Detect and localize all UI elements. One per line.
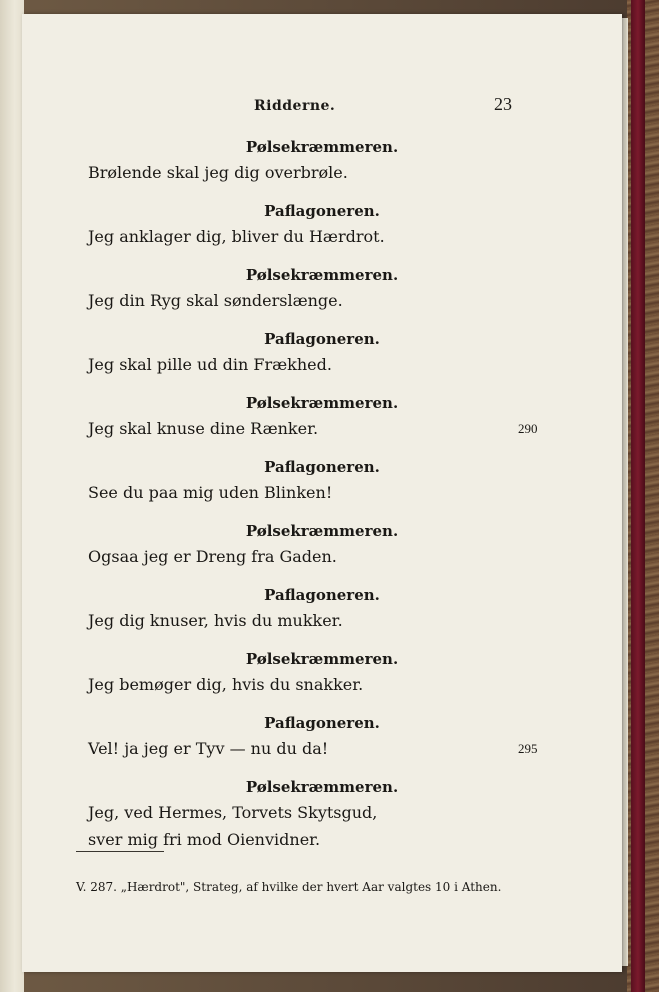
speech-block bbox=[22, 584, 622, 648]
verse-line: Jeg bemøger dig, hvis du snakker. bbox=[88, 675, 364, 694]
speaker-name: Paflagoneren. bbox=[264, 330, 380, 348]
speaker-name: Paflagoneren. bbox=[264, 586, 380, 604]
running-head: Ridderne. bbox=[254, 98, 336, 114]
speaker-name: Pølsekræmmeren. bbox=[245, 522, 399, 540]
footnote: V. 287. „Hærdrot", Strateg, af hvilke der hvert Aar valgtes 10 i Athen. bbox=[76, 880, 502, 894]
verse-line: Jeg, ved Hermes, Torvets Skytsgud, bbox=[88, 803, 378, 822]
speech-block bbox=[22, 456, 622, 520]
book-cover-binding bbox=[631, 0, 645, 992]
speech-block bbox=[22, 776, 622, 866]
verse-line: Vel! ja jeg er Tyv — nu du da! bbox=[88, 739, 329, 758]
verse-line: Jeg anklager dig, bliver du Hærdrot. bbox=[88, 227, 385, 246]
speaker-name: Pølsekræmmeren. bbox=[245, 394, 399, 412]
speaker-name: Pølsekræmmeren. bbox=[245, 266, 399, 284]
speech-block bbox=[22, 200, 622, 264]
speaker-name: Pølsekræmmeren. bbox=[245, 138, 399, 156]
verse-line: Jeg skal knuse dine Rænker. bbox=[88, 419, 319, 438]
speaker-name: Paflagoneren. bbox=[264, 714, 380, 732]
verse-line: Jeg dig knuser, hvis du mukker. bbox=[88, 611, 343, 630]
speaker-name: Paflagoneren. bbox=[264, 458, 380, 476]
speech-block bbox=[22, 712, 622, 776]
book-spine bbox=[0, 0, 24, 992]
speech-block bbox=[22, 648, 622, 712]
line-number: 295 bbox=[518, 741, 538, 756]
page bbox=[22, 14, 622, 972]
speech-block bbox=[22, 392, 622, 456]
line-number: 290 bbox=[518, 421, 538, 436]
speech-block bbox=[22, 136, 622, 200]
verse-line: sver mig fri mod Oienvidner. bbox=[88, 830, 321, 849]
speech-block bbox=[22, 264, 622, 328]
speaker-name: Paflagoneren. bbox=[264, 202, 380, 220]
speaker-name: Pølsekræmmeren. bbox=[245, 778, 399, 796]
verse-line: Jeg skal pille ud din Frækhed. bbox=[88, 355, 332, 374]
page-number: 23 bbox=[494, 94, 512, 114]
speech-block bbox=[22, 520, 622, 584]
verse-line: Brølende skal jeg dig overbrøle. bbox=[88, 163, 348, 182]
verse-line: Ogsaa jeg er Dreng fra Gaden. bbox=[88, 547, 337, 566]
dialogue bbox=[22, 136, 622, 866]
speaker-name: Pølsekræmmeren. bbox=[245, 650, 399, 668]
speech-block bbox=[22, 328, 622, 392]
verse-line: Jeg din Ryg skal sønderslænge. bbox=[88, 291, 343, 310]
footnote-rule bbox=[76, 851, 164, 852]
verse-line: See du paa mig uden Blinken! bbox=[88, 483, 333, 502]
